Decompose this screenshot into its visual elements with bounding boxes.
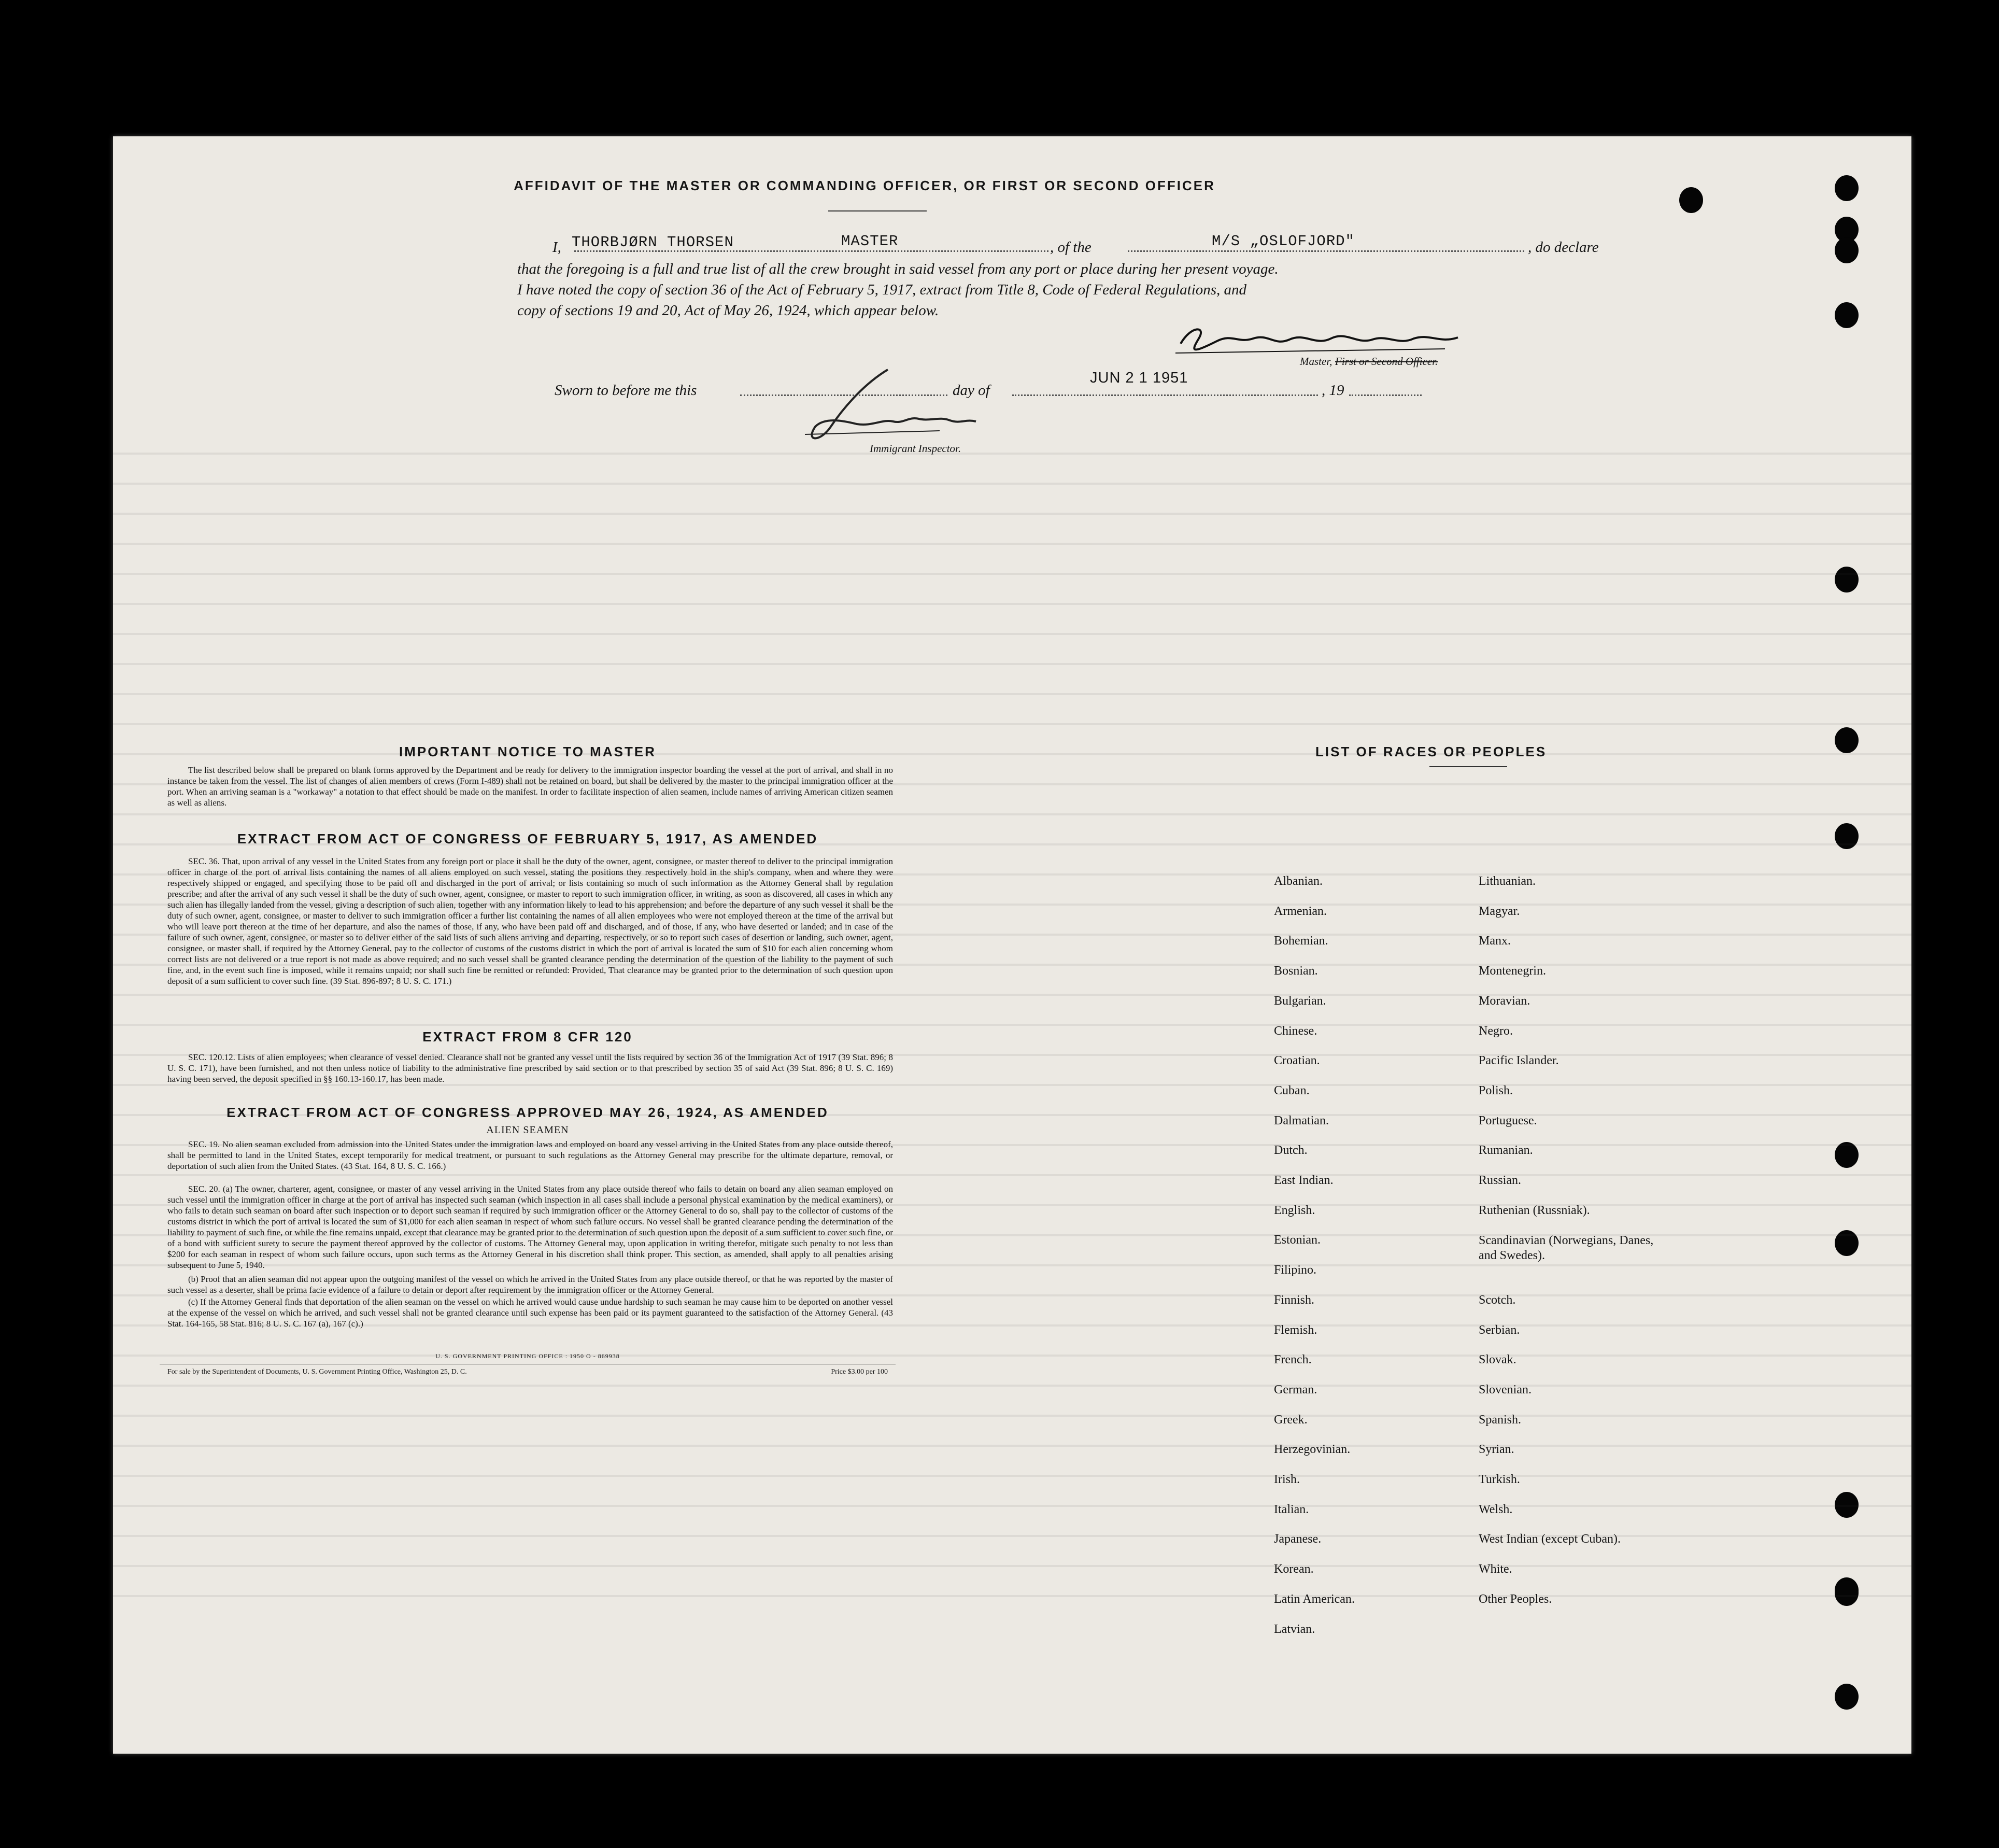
master-rank: MASTER (841, 233, 899, 250)
race-item: Ruthenian (Russniak). (1479, 1203, 1590, 1217)
races-heading: LIST OF RACES OR PEOPLES (1315, 744, 1547, 759)
punch-hole (1835, 302, 1859, 328)
signature-caption-struck: First or Second Officer. (1335, 355, 1438, 368)
affidavit-title: AFFIDAVIT OF THE MASTER OR COMMANDING OFFICER, OR FIRST OR SECOND OFFICER (514, 178, 1215, 193)
race-item: Scotch. (1479, 1293, 1516, 1307)
date-stamp: JUN 2 1 1951 (1090, 370, 1188, 386)
cfr-text: SEC. 120.12. Lists of alien employees; when clearance of vessel denied. Clearance shall not be granted any vessel until the lists required by section 36 of the Immigration Act of 1917 (39 Stat. 896; 8 U. S. C. 171), have been furnished, and not then unless notice of liability to the administrative fine prescribed by said section or to that prescribed by section 35 of said Act (39 Stat. 896; 8 U. S. C. 169) having been served, the deposit specified in §§ 160.13-160.17, has been made. (167, 1052, 893, 1084)
race-item: Bohemian. (1274, 934, 1328, 948)
act-1924-sec19: SEC. 19. No alien seaman excluded from admission into the United States under the immigration laws and employed on board any vessel arriving in the United States from any place outside thereof, shall be permitted to land in the United States, except temporarily for medical treatment, or pursuant to such regulations as the Attorney General may prescribe for the ultimate departure, removal, or deportation of such alien from the United States. (43 Stat. 164, 8 U. S. C. 166.) (167, 1139, 893, 1171)
race-item: English. (1274, 1203, 1315, 1217)
punch-hole (1835, 1684, 1859, 1710)
declaration-line-2: that the foregoing is a full and true list of all the crew brought in said vessel from any port or place during her present voyage. (517, 261, 1279, 277)
act-1924-heading: EXTRACT FROM ACT OF CONGRESS APPROVED MAY 26, 1924, AS AMENDED (226, 1105, 829, 1120)
race-item: Syrian. (1479, 1443, 1514, 1457)
race-item: Italian. (1274, 1502, 1309, 1516)
act-1917-text: SEC. 36. That, upon arrival of any vessel in the United States from any foreign port or place it shall be the duty of the owner, agent, consignee, or master thereof to deliver to the principal immigration officer in charge of the port of arrival lists containing the names of all aliens employed on such vessel, stating the positions they respectively hold in the ship's company, when and where they were respectively shipped or engaged, and specifying those to be paid off and discharged in the port of arrival; or lists containing so much of such information as the Attorney General shall by regulation prescribe; and after the arrival of any such vessel it shall be the duty of such owner, agent, consignee, or master to report to such immigration officer, in writing, as soon as discovered, all cases in which any such alien has illegally landed from the vessel, giving a description of such alien, together with any information likely to lead to his apprehension; and before the departure of any such vessel it shall be the duty of such owner, agent, consignee, or master to deliver to such immigration officer a further list containing the names of all alien employees who were not employed thereon at the time of the arrival but who will leave port thereon at the time of her departure, and also the names of those, if any, who have been paid off and discharged, and of those, if any, who have deserted or landed; and in case of the failure of such owner, agent, consignee, or master so to deliver either of the said lists of such aliens arriving and departing, respectively, or so to report such cases of desertion or landing, such owner, agent, consignee, or master shall, if required by the Attorney General, pay to the collector of customs of the customs district in which the port of arrival is located the sum of $10 for each alien concerning whom correct lists are not delivered or a true report is not made as above required; and no such vessel shall be granted clearance pending the determination of the question of the liability to the payment of such fine, and, in the event such fine is imposed, while it remains unpaid; nor shall such fine be remitted or refunded: Provided, That clearance may be granted prior to the determination of such question upon deposit of a sum sufficient to cover such fine. (39 Stat. 896-897; 8 U. S. C. 171.) (167, 856, 893, 986)
race-item: Albanian. (1274, 874, 1323, 888)
race-item: Pacific Islander. (1479, 1054, 1559, 1068)
race-item: East Indian. (1274, 1174, 1334, 1187)
race-item: Irish. (1274, 1473, 1300, 1486)
act-1924-subheading: ALIEN SEAMEN (486, 1124, 569, 1136)
race-item: White. (1479, 1562, 1512, 1576)
race-item: Dalmatian. (1274, 1113, 1329, 1127)
notice-text: The list described below shall be prepared on blank forms approved by the Department and be ready for delivery to the immigration inspector boarding the vessel at the port of arrival, and shall in no instance be taken from the vessel. The list of changes of alien members of crews (Form I-489) shall not be retained on board, but shall be delivered by the master to the principal immigration officer at the port. When an arriving seaman is a "workaway" a notation to that effect should be made on the manifest. In order to facilitate inspection of alien seamen, include names of arriving American citizen seamen as well as aliens. (167, 765, 893, 808)
race-item: Japanese. (1274, 1532, 1322, 1546)
vessel-blank (1128, 250, 1524, 252)
punch-hole (1835, 237, 1859, 263)
price-note: Price $3.00 per 100 (831, 1368, 888, 1376)
race-item: Spanish. (1479, 1413, 1522, 1427)
day-label: day of (953, 382, 990, 399)
inspector-caption: Immigrant Inspector. (870, 442, 961, 455)
cfr-heading: EXTRACT FROM 8 CFR 120 (422, 1029, 633, 1045)
sworn-label: Sworn to before me this (555, 382, 697, 399)
race-item: Lithuanian. (1479, 874, 1536, 888)
inspector-signature (784, 364, 981, 453)
race-item: Magyar. (1479, 904, 1520, 918)
race-item: Greek. (1274, 1413, 1308, 1427)
race-item: Bulgarian. (1274, 994, 1326, 1008)
document-page (113, 136, 1911, 1754)
race-item: Russian. (1479, 1174, 1522, 1187)
declaration-line-4: copy of sections 19 and 20, Act of May 26, 1924, which appear below. (517, 302, 939, 319)
race-item: Cuban. (1274, 1083, 1310, 1097)
race-item: Dutch. (1274, 1144, 1308, 1158)
signature-caption-master: Master, (1300, 355, 1332, 368)
race-item: Polish. (1479, 1083, 1513, 1097)
race-item: Serbian. (1479, 1323, 1520, 1337)
vessel-name: M/S „OSLOFJORD" (1212, 233, 1355, 250)
printing-office-note: U. S. GOVERNMENT PRINTING OFFICE : 1950 O - 869938 (435, 1352, 620, 1360)
race-item: Korean. (1274, 1562, 1314, 1576)
race-item: Turkish. (1479, 1473, 1520, 1486)
declaration-do-declare: , do declare (1528, 239, 1599, 256)
notice-heading: IMPORTANT NOTICE TO MASTER (399, 744, 656, 759)
race-item: Moravian. (1479, 994, 1530, 1008)
for-sale-note: For sale by the Superintendent of Documents, U. S. Government Printing Office, Washington 25, D. C. (167, 1368, 467, 1376)
declaration-i: I, (552, 239, 561, 256)
race-item: Montenegrin. (1479, 964, 1546, 978)
race-item: Croatian. (1274, 1054, 1320, 1068)
race-item: Bosnian. (1274, 964, 1318, 978)
race-item: Estonian. (1274, 1233, 1321, 1247)
race-item: Flemish. (1274, 1323, 1317, 1337)
year-blank (1349, 394, 1422, 396)
year-label: , 19 (1322, 382, 1344, 399)
title-rule (828, 210, 927, 211)
punch-hole (1835, 175, 1859, 201)
race-item: Slovak. (1479, 1353, 1516, 1367)
race-item: Latin American. (1274, 1592, 1355, 1606)
race-item: Filipino. (1274, 1263, 1317, 1277)
race-item: French. (1274, 1353, 1312, 1367)
declaration-of-the: , of the (1050, 239, 1091, 256)
master-signature (1175, 323, 1466, 359)
act-1924-sec20c: (c) If the Attorney General finds that deportation of the alien seaman on the vessel on which he arrived would cause undue hardship to such seaman he may cause him to be deported on another vessel at the expense of the vessel on which he arrived, and such vessel shall not be granted clearance until such expense has been paid or its payment guaranteed to the satisfaction of the Attorney General. (43 Stat. 164-165, 58 Stat. 816; 8 U. S. C. 167 (a), 167 (c).) (167, 1297, 893, 1329)
race-item: Manx. (1479, 934, 1511, 948)
race-item: Portuguese. (1479, 1113, 1537, 1127)
race-item: Scandinavian (Norwegians, Danes, and Swedes). (1479, 1234, 1654, 1263)
race-item: Rumanian. (1479, 1144, 1533, 1158)
race-item: West Indian (except Cuban). (1479, 1532, 1621, 1546)
master-name: THORBJØRN THORSEN (572, 234, 734, 251)
race-item: Armenian. (1274, 904, 1327, 918)
race-item: Slovenian. (1479, 1383, 1532, 1396)
races-rule (1429, 766, 1507, 767)
race-item: Chinese. (1274, 1024, 1317, 1038)
act-1924-sec20a: SEC. 20. (a) The owner, charterer, agent, consignee, or master of any vessel arriving in the United States from any place outside thereof who fails to detain on board any alien seaman employed on such vessel until the immigration officer in charge at the port of arrival has inspected such seaman (which inspection in all cases shall include a personal physical examination by the medical examiners), or who fails to detain such seaman on board after such inspection or to deport such seaman if required by such immigration officer or the Attorney General to do so, shall pay to the collector of customs of the customs district in which the port of arrival is located the sum of $1,000 for each alien seaman in respect of whom such failure occurs. No vessel shall be granted clearance pending the determination of the liability to payment of such fine, or while the fine remains unpaid, except that clearance may be granted prior to the determination of such question upon the deposit of a sum sufficient to cover such fine, or of a bond with sufficient surety to secure the payment thereof approved by the collector of customs. The Attorney General may, upon application in writing therefor, mitigate such penalty to not less than $200 for each seaman in respect of whom such failure occurs, upon such terms as the Attorney General in his discretion shall think proper. This section, as amended, shall apply to all penalties arising subsequent to June 5, 1940. (167, 1184, 893, 1270)
race-item: Other Peoples. (1479, 1592, 1552, 1606)
bleed-through-rows (113, 427, 1911, 1619)
act-1924-sec20b: (b) Proof that an alien seaman did not appear upon the outgoing manifest of the vessel on which he arrived in the United States from any place outside thereof, or that he was reported by the master of such vessel as a deserter, shall be prima facie evidence of a failure to detain or deport after requirement by the immigration officer or the Attorney General. (167, 1274, 893, 1295)
punch-hole (1679, 187, 1703, 213)
race-item: Herzegovinian. (1274, 1443, 1351, 1457)
date-blank (1012, 394, 1318, 396)
race-item: Negro. (1479, 1024, 1513, 1038)
race-item: German. (1274, 1383, 1317, 1396)
race-item: Welsh. (1479, 1502, 1513, 1516)
declaration-line-3: I have noted the copy of section 36 of the Act of February 5, 1917, extract from Title 8, Code of Federal Regulations, and (517, 281, 1247, 298)
race-item: Latvian. (1274, 1622, 1315, 1636)
act-1917-heading: EXTRACT FROM ACT OF CONGRESS OF FEBRUARY 5, 1917, AS AMENDED (237, 831, 818, 847)
race-item: Finnish. (1274, 1293, 1315, 1307)
